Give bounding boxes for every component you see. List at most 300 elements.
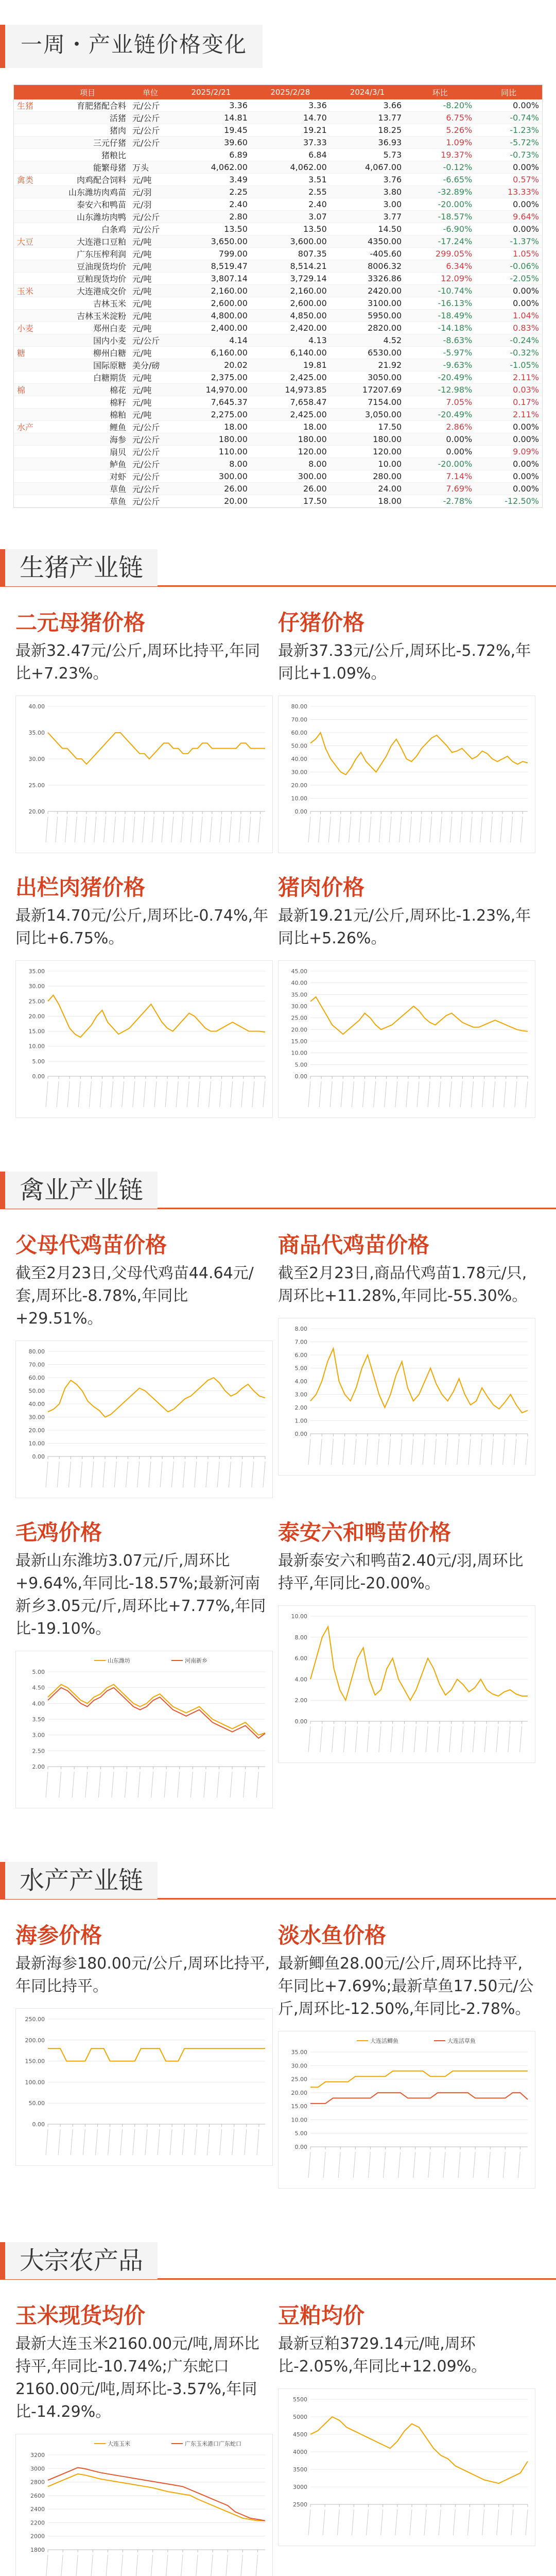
line-chart	[16, 2009, 272, 2163]
x-tick-label-mark	[520, 1726, 522, 1752]
cell-cat	[14, 371, 46, 384]
line-chart	[16, 2434, 272, 2576]
card-title: 海参价格	[15, 1923, 102, 1948]
y-tick-label: 8.00	[294, 1634, 307, 1641]
x-tick-label-mark	[526, 2510, 528, 2535]
cell-b: 3.51	[251, 174, 330, 186]
chart-box	[15, 1341, 273, 1498]
cell-unit: 元/公斤	[129, 334, 171, 347]
cell-b: 26.00	[251, 483, 330, 495]
x-tick-label-mark	[503, 2152, 505, 2178]
x-tick-label-mark	[367, 1726, 369, 1752]
y-tick-label: 20.00	[28, 1013, 45, 1020]
cell-name: 草鱼	[46, 483, 129, 495]
x-tick-label-mark	[84, 817, 86, 842]
cell-a: 18.00	[171, 421, 251, 433]
cell-c: 36.93	[330, 137, 405, 149]
x-tick-label-mark	[359, 817, 361, 842]
x-tick-label-mark	[206, 1462, 208, 1487]
section	[0, 2227, 556, 2576]
x-tick-label-mark	[482, 2510, 484, 2535]
x-tick-label-mark	[368, 2152, 370, 2178]
x-tick-label-mark	[217, 1772, 219, 1798]
table-row	[14, 371, 542, 384]
x-tick-label-mark	[46, 1462, 48, 1487]
chart-card	[278, 1919, 535, 2189]
x-tick-label-mark	[211, 2555, 213, 2576]
x-tick-label-mark	[240, 2555, 242, 2576]
cell-b: 4,850.00	[251, 310, 330, 322]
cell-a: 3.49	[171, 174, 251, 186]
x-tick-label-mark	[320, 1439, 322, 1465]
cell-name: 郑州白麦	[46, 322, 129, 334]
cell-unit: 元/吨	[129, 409, 171, 421]
cell-e: -1.37%	[475, 235, 542, 248]
cell-cat	[14, 273, 46, 285]
table-row	[14, 446, 542, 458]
y-tick-label: 2.00	[294, 1697, 307, 1704]
cell-cat	[14, 396, 46, 409]
x-tick-label-mark	[95, 2129, 97, 2155]
legend-label: 大连玉米	[108, 2441, 130, 2447]
cell-d: -20.49%	[405, 409, 475, 421]
series-line	[310, 1626, 528, 1700]
cell-e: 2.11%	[475, 409, 542, 421]
table-row	[14, 198, 542, 211]
x-tick-label-mark	[367, 2510, 369, 2535]
x-tick-label-mark	[473, 2152, 475, 2178]
chart-card	[15, 1228, 273, 1498]
x-tick-label-mark	[171, 817, 173, 842]
y-tick-label: 15.00	[291, 1038, 307, 1045]
x-tick-label-mark	[57, 1081, 59, 1107]
table-row	[14, 174, 542, 186]
cell-b: 3.36	[251, 99, 330, 112]
x-tick-label-mark	[190, 817, 193, 842]
x-tick-label-mark	[460, 817, 462, 842]
x-tick-label-mark	[232, 2129, 234, 2155]
cell-name: 鲤鱼	[46, 421, 129, 433]
card-title: 毛鸡价格	[15, 1520, 102, 1545]
x-tick-label-mark	[406, 1081, 408, 1107]
cell-c: 8006.32	[330, 260, 405, 273]
y-tick-label: 1800	[30, 2547, 45, 2553]
y-tick-label: 6.00	[294, 1352, 307, 1359]
cell-b: 807.35	[251, 248, 330, 260]
cell-name: 广东压榨利润	[46, 248, 129, 260]
cell-b: 2,425.00	[251, 409, 330, 421]
x-tick-label-mark	[220, 2129, 222, 2155]
cell-b: 6,140.00	[251, 347, 330, 359]
cell-b: 180.00	[251, 433, 330, 446]
x-tick-label-mark	[410, 2510, 412, 2535]
chart-card	[15, 2299, 273, 2576]
cell-cat	[14, 186, 46, 198]
table-row	[14, 310, 542, 322]
x-tick-label-mark	[323, 2510, 325, 2535]
cell-d: 12.09%	[405, 273, 475, 285]
cell-cat: 玉米	[14, 285, 46, 297]
cell-cat	[14, 297, 46, 310]
x-tick-label-mark	[59, 1772, 61, 1798]
x-tick-label-mark	[255, 2555, 257, 2576]
cell-b: 2,425.00	[251, 371, 330, 384]
cell-e: 0.00%	[475, 198, 542, 211]
y-tick-label: 150.00	[25, 2058, 45, 2065]
table-row	[14, 297, 542, 310]
cell-e: -12.50%	[475, 495, 542, 507]
y-tick-label: 80.00	[291, 703, 307, 710]
x-tick-label-mark	[343, 1439, 345, 1465]
x-tick-label-mark	[440, 817, 442, 842]
page	[0, 14, 556, 2576]
cell-a: 6,160.00	[171, 347, 251, 359]
series-line	[48, 2474, 265, 2521]
x-tick-label-mark	[381, 2510, 383, 2535]
cell-a: 4,062.00	[171, 161, 251, 174]
table-row	[14, 458, 542, 470]
x-tick-label-mark	[209, 1081, 211, 1107]
cell-c: 17207.69	[330, 384, 405, 396]
card-title: 豆粕均价	[278, 2303, 365, 2328]
x-tick-label-mark	[154, 1081, 157, 1107]
y-tick-label: 0.00	[294, 808, 307, 815]
cell-a: 13.50	[171, 223, 251, 235]
cell-cat: 棉	[14, 384, 46, 396]
section-header	[0, 1846, 556, 1919]
x-tick-label-mark	[136, 2555, 138, 2576]
x-tick-label-mark	[379, 817, 381, 842]
cell-b: 3.07	[251, 211, 330, 223]
table-row	[14, 186, 542, 198]
x-tick-label-mark	[353, 2152, 355, 2178]
x-tick-label-mark	[472, 1081, 474, 1107]
y-tick-label: 0.00	[294, 2144, 307, 2150]
y-tick-label: 2.50	[32, 1748, 45, 1755]
cell-cat	[14, 483, 46, 495]
y-tick-label: 10.00	[291, 795, 307, 802]
cell-e: -2.05%	[475, 273, 542, 285]
y-tick-label: 15.00	[291, 2103, 307, 2110]
x-tick-label-mark	[439, 2510, 441, 2535]
series-line	[310, 997, 528, 1035]
section-title: 水产产业链	[0, 1862, 158, 1899]
cell-e: -0.73%	[475, 149, 542, 161]
x-tick-label-mark	[256, 1772, 258, 1798]
x-tick-label-mark	[497, 2510, 499, 2535]
x-tick-label-mark	[349, 817, 351, 842]
x-tick-label-mark	[369, 817, 371, 842]
y-tick-label: 35.00	[28, 968, 45, 975]
cell-unit: 元/公斤	[129, 470, 171, 483]
y-tick-label: 250.00	[25, 2016, 45, 2023]
cell-e: -0.74%	[475, 112, 542, 124]
y-tick-label: 5.00	[294, 2130, 307, 2137]
cell-c: 3100.00	[330, 297, 405, 310]
x-tick-label-mark	[480, 1439, 482, 1465]
x-tick-label-mark	[484, 1726, 486, 1752]
cell-a: 3,807.14	[171, 273, 251, 285]
cell-a: 300.00	[171, 470, 251, 483]
y-tick-label: 50.00	[28, 2100, 45, 2107]
x-tick-label-mark	[104, 817, 106, 842]
cell-cat	[14, 458, 46, 470]
y-tick-label: 50.00	[291, 742, 307, 750]
cell-a: 7,645.37	[171, 396, 251, 409]
cell-cat	[14, 124, 46, 137]
cell-e: 1.05%	[475, 248, 542, 260]
x-tick-label-mark	[106, 2555, 108, 2576]
table-row	[14, 137, 542, 149]
x-tick-label-mark	[58, 2129, 60, 2155]
x-tick-label-mark	[366, 1439, 368, 1465]
cell-c: 17.50	[330, 421, 405, 433]
x-tick-label-mark	[65, 817, 67, 842]
cell-unit: 元/公斤	[129, 124, 171, 137]
cell-b: 3,729.14	[251, 273, 330, 285]
cell-cat	[14, 137, 46, 149]
cell-name: 山东潍坊肉鸡苗	[46, 186, 129, 198]
card-grid	[0, 2299, 556, 2576]
cell-c: 3.00	[330, 198, 405, 211]
cell-a: 3.36	[171, 99, 251, 112]
chart-box	[15, 2008, 273, 2166]
cell-unit: 元/公斤	[129, 446, 171, 458]
series-line	[48, 733, 265, 764]
y-tick-label: 35.00	[291, 2049, 307, 2056]
x-tick-label-mark	[330, 1081, 332, 1107]
cell-unit: 元/公斤	[129, 112, 171, 124]
cell-unit: 元/吨	[129, 297, 171, 310]
cell-d: 0.00%	[405, 446, 475, 458]
x-tick-label-mark	[409, 817, 411, 842]
table-row	[14, 421, 542, 433]
x-tick-label-mark	[112, 1772, 114, 1798]
cell-e: 0.00%	[475, 99, 542, 112]
x-tick-label-mark	[439, 1081, 441, 1107]
cell-e: 0.03%	[475, 384, 542, 396]
cell-d: -20.00%	[405, 198, 475, 211]
y-tick-label: 70.00	[28, 1361, 45, 1368]
y-tick-label: 35.00	[28, 730, 45, 736]
x-tick-label-mark	[520, 817, 523, 842]
cell-e: -0.06%	[475, 260, 542, 273]
y-tick-label: 20.00	[291, 2089, 307, 2096]
cell-b: 3,600.00	[251, 235, 330, 248]
y-tick-label: 35.00	[291, 991, 307, 998]
x-tick-label-mark	[449, 1726, 451, 1752]
x-tick-label-mark	[196, 2555, 198, 2576]
x-tick-label-mark	[181, 2555, 183, 2576]
x-tick-label-mark	[461, 1726, 463, 1752]
cell-d: 19.37%	[405, 149, 475, 161]
cell-a: 2,160.00	[171, 285, 251, 297]
x-tick-label-mark	[181, 817, 183, 842]
x-tick-label-mark	[308, 2510, 310, 2535]
x-tick-label-mark	[504, 1081, 506, 1107]
x-tick-label-mark	[100, 1081, 102, 1107]
weekly-title: 一周・产业链价格变化	[21, 32, 248, 57]
cell-unit: 元/吨	[129, 235, 171, 248]
y-tick-label: 6.00	[294, 1655, 307, 1662]
cell-name: 肉鸡配合饲料	[46, 174, 129, 186]
cell-unit: 元/吨	[129, 322, 171, 334]
cell-a: 39.60	[171, 137, 251, 149]
x-tick-label-mark	[511, 2510, 513, 2535]
cell-d: 0.00%	[405, 433, 475, 446]
section	[0, 534, 556, 1151]
x-tick-label-mark	[123, 817, 125, 842]
y-tick-label: 40.00	[28, 1401, 45, 1408]
y-tick-label: 3.00	[294, 1391, 307, 1398]
series-line	[310, 2093, 528, 2104]
x-tick-label-mark	[89, 1081, 91, 1107]
cell-name: 吉林玉米	[46, 297, 129, 310]
cell-name: 三元仔猪	[46, 137, 129, 149]
cell-b: 4,062.00	[251, 161, 330, 174]
x-tick-label-mark	[391, 1726, 393, 1752]
card-description: 最新32.47元/公斤,周环比持平,年同比+7.23%。	[15, 642, 260, 683]
cell-a: 4.14	[171, 334, 251, 347]
y-tick-label: 30.00	[291, 1003, 307, 1010]
x-tick-label-mark	[133, 1081, 135, 1107]
cell-d: 5.26%	[405, 124, 475, 137]
y-tick-label: 3500	[293, 2466, 307, 2473]
x-tick-label-mark	[78, 1081, 80, 1107]
section-title: 大宗农产品	[0, 2242, 158, 2279]
y-tick-label: 25.00	[291, 2076, 307, 2083]
table-row	[14, 223, 542, 235]
table-row	[14, 470, 542, 483]
section-title: 生猪产业链	[0, 549, 158, 586]
y-tick-label: 5.00	[294, 1061, 307, 1069]
cell-cat: 水产	[14, 421, 46, 433]
y-tick-label: 0.00	[294, 1073, 307, 1080]
cell-d: -16.13%	[405, 297, 475, 310]
x-tick-label-mark	[144, 1081, 146, 1107]
cell-d: 2.86%	[405, 421, 475, 433]
x-tick-label-mark	[121, 2555, 123, 2576]
cell-c: 24.00	[330, 483, 405, 495]
x-tick-label-mark	[160, 1462, 162, 1487]
cell-c: 7154.00	[330, 396, 405, 409]
col-yoy: 环比	[405, 85, 475, 99]
cell-name: 白糖期货	[46, 371, 129, 384]
series-line	[48, 1685, 265, 1735]
x-tick-label-mark	[319, 817, 321, 842]
cell-name: 海参	[46, 433, 129, 446]
col-cat	[14, 85, 46, 99]
line-chart	[279, 2031, 535, 2186]
cell-name: 豆油现货均价	[46, 260, 129, 273]
cell-e: 0.00%	[475, 458, 542, 470]
cell-e: 0.57%	[475, 174, 542, 186]
table-row	[14, 433, 542, 446]
y-tick-label: 20.00	[28, 1427, 45, 1434]
x-tick-label-mark	[120, 2129, 123, 2155]
y-tick-label: 10.00	[291, 1049, 307, 1057]
x-tick-label-mark	[385, 1081, 387, 1107]
cell-a: 8.00	[171, 458, 251, 470]
section-header	[0, 534, 556, 606]
y-tick-label: 0.00	[32, 1073, 45, 1080]
y-tick-label: 30.00	[28, 756, 45, 762]
table-row	[14, 149, 542, 161]
cell-e: 0.00%	[475, 285, 542, 297]
cell-a: 14.81	[171, 112, 251, 124]
cell-c: 120.00	[330, 446, 405, 458]
chart-box	[278, 1605, 535, 1763]
x-tick-label-mark	[245, 2129, 247, 2155]
x-tick-label-mark	[76, 2555, 78, 2576]
y-tick-label: 60.00	[28, 1375, 45, 1381]
y-tick-label: 60.00	[291, 730, 307, 736]
x-tick-label-mark	[352, 1081, 354, 1107]
x-tick-label-mark	[426, 1726, 428, 1752]
x-tick-label-mark	[343, 1726, 345, 1752]
x-tick-label-mark	[108, 2129, 110, 2155]
table-row	[14, 322, 542, 334]
cell-a: 2.80	[171, 211, 251, 223]
y-tick-label: 10.00	[291, 2116, 307, 2124]
x-tick-label-mark	[190, 1772, 193, 1798]
cell-d: -5.97%	[405, 347, 475, 359]
x-tick-label-mark	[438, 1726, 440, 1752]
x-tick-label-mark	[252, 1462, 254, 1487]
cell-unit: 元/吨	[129, 174, 171, 186]
x-tick-label-mark	[231, 1081, 233, 1107]
x-tick-label-mark	[210, 817, 212, 842]
card-title: 出栏肉猪价格	[15, 875, 146, 900]
x-tick-label-mark	[207, 2129, 209, 2155]
cell-unit: 元/吨	[129, 260, 171, 273]
cell-cat	[14, 260, 46, 273]
x-tick-label-mark	[514, 1439, 516, 1465]
cell-e: 0.00%	[475, 470, 542, 483]
cell-e: 0.00%	[475, 223, 542, 235]
x-tick-label-mark	[526, 1439, 528, 1465]
cell-cat	[14, 334, 46, 347]
legend-label: 河南新乡	[185, 1657, 207, 1664]
x-tick-label-mark	[113, 817, 115, 842]
x-tick-label-mark	[458, 2152, 460, 2178]
x-tick-label-mark	[204, 1772, 206, 1798]
cell-a: 2,600.00	[171, 297, 251, 310]
cell-cat	[14, 495, 46, 507]
cell-d: -17.24%	[405, 235, 475, 248]
table-row	[14, 260, 542, 273]
cell-unit: 元/公斤	[129, 458, 171, 470]
cell-d: 1.09%	[405, 137, 475, 149]
y-tick-label: 30.00	[28, 983, 45, 990]
chart-card	[278, 1228, 535, 1498]
cell-d: -8.63%	[405, 334, 475, 347]
y-tick-label: 30.00	[28, 1414, 45, 1421]
y-tick-label: 25.00	[28, 998, 45, 1005]
table-row	[14, 248, 542, 260]
cell-cat: 大豆	[14, 235, 46, 248]
x-tick-label-mark	[138, 1772, 140, 1798]
x-tick-label-mark	[388, 1439, 390, 1465]
price-table	[14, 85, 542, 507]
x-tick-label-mark	[198, 1081, 200, 1107]
x-tick-label-mark	[94, 817, 96, 842]
card-description: 最新大连玉米2160.00元/吨,周环比持平,年同比-10.74%;广东蛇口2160.00元/吨,周环比-3.57%,年同比-14.29%。	[15, 2335, 259, 2421]
chart-card	[278, 2299, 535, 2576]
y-tick-label: 40.00	[28, 703, 45, 710]
cell-a: 110.00	[171, 446, 251, 458]
cell-a: 14,970.00	[171, 384, 251, 396]
